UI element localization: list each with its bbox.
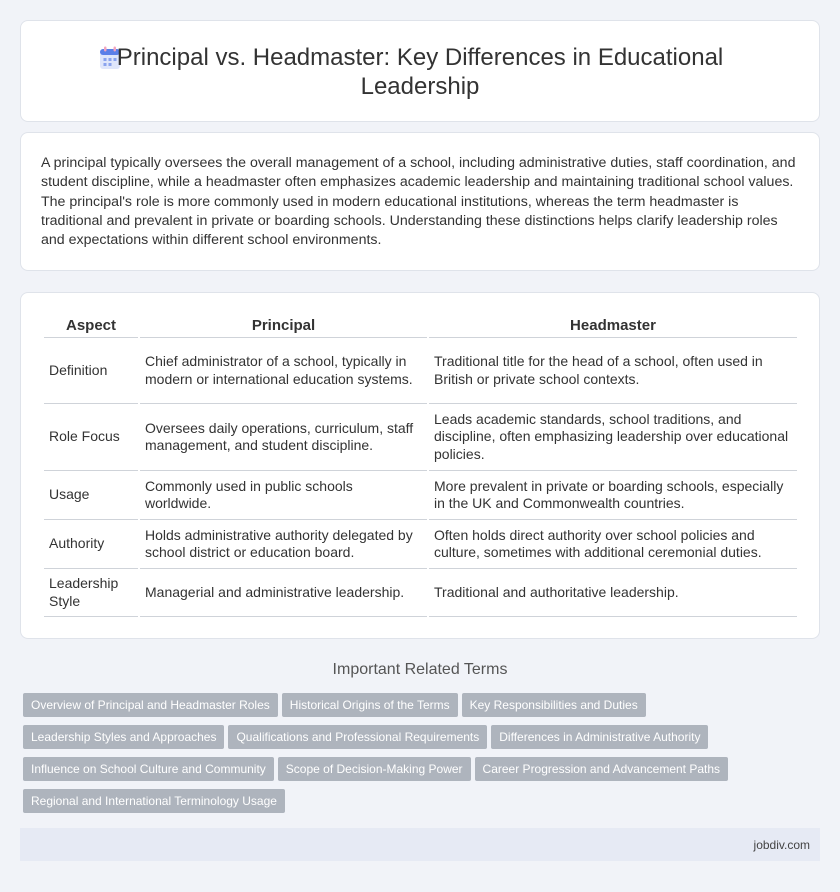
comparison-table-card	[20, 292, 820, 639]
table-row	[44, 569, 797, 617]
related-term-tag[interactable]: Overview of Principal and Headmaster Roles	[23, 693, 278, 717]
related-term-tag[interactable]: Career Progression and Advancement Paths	[475, 757, 728, 781]
aspect-cell: Usage	[44, 471, 138, 520]
related-terms-title: Important Related Terms	[332, 661, 508, 678]
aspect-cell: Authority	[44, 520, 138, 569]
aspect-cell: Definition	[44, 338, 138, 404]
footer	[20, 828, 820, 861]
headmaster-cell: Often holds direct authority over school policies and culture, sometimes with additional ceremonial duties.	[429, 520, 797, 569]
header-card	[20, 20, 820, 122]
headmaster-cell: Leads academic standards, school traditions, and discipline, often emphasizing leadership over educational policies.	[429, 404, 797, 471]
related-term-tag[interactable]: Influence on School Culture and Community	[23, 757, 274, 781]
related-term-tag[interactable]: Historical Origins of the Terms	[282, 693, 458, 717]
principal-cell: Commonly used in public schools worldwide.	[140, 471, 427, 520]
headmaster-cell: More prevalent in private or boarding schools, especially in the UK and Commonwealth countries.	[429, 471, 797, 520]
related-term-tag[interactable]: Leadership Styles and Approaches	[23, 725, 224, 749]
page-title: Principal vs. Headmaster: Key Differences in Educational Leadership	[116, 44, 724, 100]
principal-cell: Managerial and administrative leadership.	[140, 569, 427, 617]
footer-site-link[interactable]: jobdiv.com	[753, 838, 810, 852]
related-term-tag[interactable]: Scope of Decision-Making Power	[278, 757, 471, 781]
column-header-principal: Principal	[140, 313, 427, 338]
related-term-tag[interactable]: Regional and International Terminology Usage	[23, 789, 285, 813]
table-row	[44, 404, 797, 471]
related-term-tag[interactable]: Differences in Administrative Authority	[491, 725, 708, 749]
table-row	[44, 520, 797, 569]
aspect-cell: Leadership Style	[44, 569, 138, 617]
principal-cell: Chief administrator of a school, typically in modern or international education systems.	[140, 338, 427, 404]
related-term-tag[interactable]: Qualifications and Professional Requirements	[228, 725, 487, 749]
table-row	[44, 471, 797, 520]
headmaster-cell: Traditional and authoritative leadership.	[429, 569, 797, 617]
related-term-tag[interactable]: Key Responsibilities and Duties	[462, 693, 646, 717]
table-header-row	[44, 313, 797, 338]
principal-cell: Holds administrative authority delegated by school district or education board.	[140, 520, 427, 569]
comparison-table	[42, 313, 799, 617]
intro-card	[20, 132, 820, 271]
table-row	[44, 338, 797, 404]
aspect-cell: Role Focus	[44, 404, 138, 471]
headmaster-cell: Traditional title for the head of a school, often used in British or private school contexts.	[429, 338, 797, 404]
column-header-aspect: Aspect	[44, 313, 138, 338]
column-header-headmaster: Headmaster	[429, 313, 797, 338]
principal-cell: Oversees daily operations, curriculum, staff management, and student discipline.	[140, 404, 427, 471]
intro-paragraph: A principal typically oversees the overall management of a school, including administrative duties, staff coordination, and student discipline, while a headmaster often emphasizes academic leadership and maintaining traditional school values. The principal's role is more commonly used in modern educational institutions, whereas the term headmaster is traditional and prevalent in private or boarding schools. Understanding these distinctions helps clarify leadership roles and expectations within different school environments.	[41, 155, 796, 249]
related-terms-tags	[23, 693, 813, 821]
